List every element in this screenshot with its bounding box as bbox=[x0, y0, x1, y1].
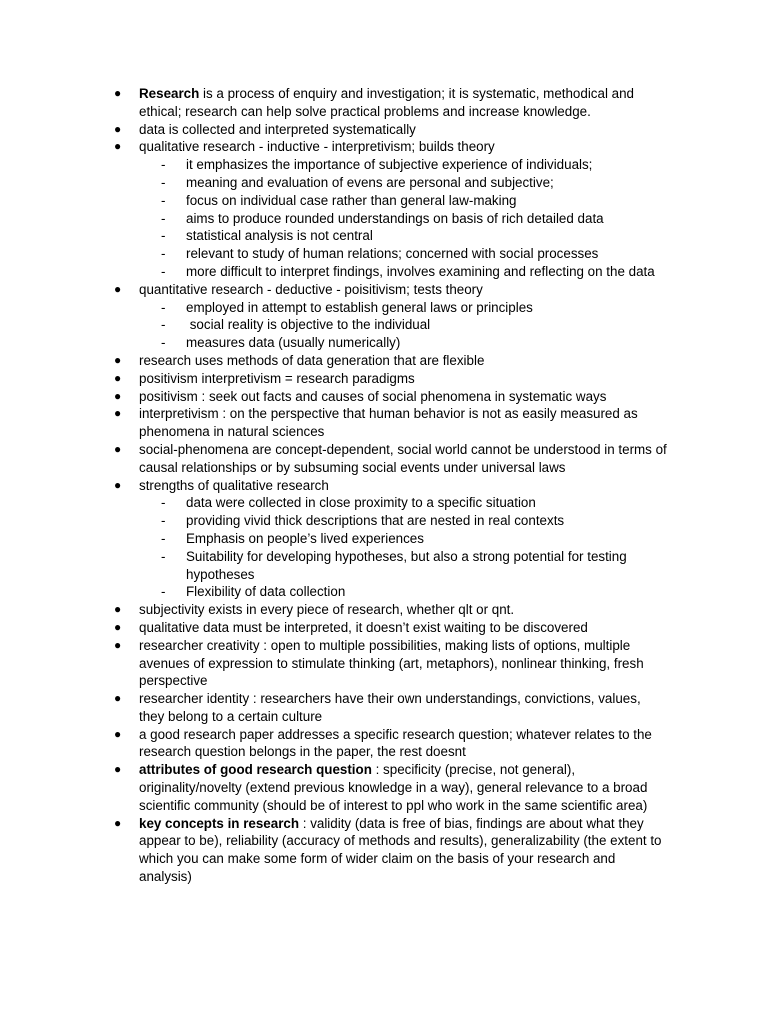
bullet-icon: ● bbox=[114, 281, 122, 296]
bullet-icon: ● bbox=[114, 121, 122, 136]
list-item bbox=[114, 690, 669, 726]
dash-icon: - bbox=[161, 335, 166, 351]
sub-item-text: data were collected in close proximity to a specific situation bbox=[186, 495, 536, 511]
dash-icon: - bbox=[161, 299, 166, 315]
dash-icon: - bbox=[161, 548, 166, 564]
sub-list-item bbox=[161, 192, 669, 210]
list-item bbox=[114, 352, 669, 370]
bullet-icon: ● bbox=[114, 726, 122, 741]
dash-icon: - bbox=[161, 513, 166, 529]
item-text: qualitative research - inductive - interpretivism; builds theory bbox=[139, 139, 495, 155]
bullet-icon: ● bbox=[114, 441, 122, 456]
dash-icon: - bbox=[161, 246, 166, 262]
bullet-icon: ● bbox=[114, 86, 122, 100]
sub-item-text: statistical analysis is not central bbox=[186, 228, 373, 244]
sub-item-text: focus on individual case rather than general law-making bbox=[186, 192, 517, 208]
sub-item-text: meaning and evaluation of evens are personal and subjective; bbox=[186, 174, 554, 190]
sub-item-text: Flexibility of data collection bbox=[186, 584, 346, 600]
item-text: researcher creativity : open to multiple possibilities, making lists of options, multiple avenues of expression to stimulate thinking (art, metaphors), nonlinear thinking, fresh perspective bbox=[139, 637, 648, 689]
sub-list-item bbox=[161, 174, 669, 192]
item-bold-term: Research bbox=[139, 86, 200, 101]
item-bold-term: attributes of good research question bbox=[139, 762, 372, 778]
dash-icon: - bbox=[161, 317, 166, 333]
dash-icon: - bbox=[161, 174, 166, 190]
sub-item-text: aims to produce rounded understandings on basis of rich detailed data bbox=[186, 210, 604, 226]
item-text: quantitative research - deductive - poisitivism; tests theory bbox=[139, 281, 483, 297]
sub-list bbox=[139, 299, 669, 352]
item-text: positivism interpretivism = research paradigms bbox=[139, 370, 415, 386]
sub-list-item bbox=[161, 227, 669, 245]
list-item bbox=[114, 138, 669, 280]
sub-list-item bbox=[161, 494, 669, 512]
sub-item-text: social reality is objective to the individual bbox=[186, 317, 431, 333]
sub-list-item bbox=[161, 512, 669, 530]
dash-icon: - bbox=[161, 157, 166, 173]
dash-icon: - bbox=[161, 210, 166, 226]
item-text: interpretivism : on the perspective that human behavior is not as easily measured as phenomena in natural sciences bbox=[139, 406, 642, 440]
document-page bbox=[0, 85, 768, 886]
sub-list-item bbox=[161, 210, 669, 228]
sub-item-text: providing vivid thick descriptions that are nested in real contexts bbox=[186, 513, 565, 529]
bullet-icon: ● bbox=[114, 388, 122, 403]
sub-list bbox=[139, 494, 669, 601]
list-item bbox=[114, 388, 669, 406]
list-item bbox=[114, 281, 669, 352]
bullet-icon: ● bbox=[114, 815, 122, 830]
item-text: researcher identity : researchers have their own understandings, convictions, values, they belong to a certain culture bbox=[139, 691, 645, 724]
list-item bbox=[114, 601, 669, 619]
sub-item-text: more difficult to interpret findings, involves examining and reflecting on the data bbox=[186, 263, 655, 279]
sub-list-item bbox=[161, 530, 669, 548]
sub-list-item bbox=[161, 583, 669, 601]
item-text: subjectivity exists in every piece of research, whether qlt or qnt. bbox=[139, 602, 515, 618]
item-text: positivism : seek out facts and causes of social phenomena in systematic ways bbox=[139, 388, 607, 404]
list-item bbox=[114, 726, 669, 762]
item-text: social-phenomena are concept-dependent, social world cannot be understood in terms of causal relationships or by subsuming social events under universal laws bbox=[139, 441, 671, 475]
bullet-icon: ● bbox=[114, 477, 122, 492]
dash-icon: - bbox=[161, 228, 166, 244]
bullet-icon: ● bbox=[114, 762, 122, 777]
sub-list-item bbox=[161, 156, 669, 174]
item-text: is a process of enquiry and investigation; it is systematic, methodical and ethical; research can help solve practical problems and increase knowledge. bbox=[139, 86, 638, 119]
sub-list-item bbox=[161, 334, 669, 352]
bullet-icon: ● bbox=[114, 602, 122, 617]
sub-list-item bbox=[161, 299, 669, 317]
list-item bbox=[114, 477, 669, 602]
dash-icon: - bbox=[161, 192, 166, 208]
sub-list bbox=[139, 156, 669, 281]
item-text: : specificity (precise, not general), originality/novelty (extend previous knowledge in a way), general relevance to a broad scientific community (should be of interest to ppl who work in the same scientific area) bbox=[139, 762, 652, 813]
dash-icon: - bbox=[161, 263, 166, 279]
item-text: data is collected and interpreted systematically bbox=[139, 121, 416, 137]
bullet-icon: ● bbox=[114, 352, 122, 367]
sub-list-item bbox=[161, 263, 669, 281]
notes-list bbox=[0, 85, 669, 886]
list-item bbox=[114, 121, 669, 139]
sub-item-text: Suitability for developing hypotheses, but also a strong potential for testing hypotheses bbox=[186, 548, 631, 582]
bullet-icon: ● bbox=[114, 637, 122, 652]
bullet-icon: ● bbox=[114, 691, 122, 706]
sub-list-item bbox=[161, 316, 669, 334]
item-text: research uses methods of data generation that are flexible bbox=[139, 352, 485, 368]
list-item bbox=[114, 637, 669, 690]
item-text: a good research paper addresses a specific research question; whatever relates to the research question belongs in the paper, the rest doesnt bbox=[139, 726, 656, 760]
bullet-icon: ● bbox=[114, 139, 122, 154]
list-item bbox=[114, 441, 671, 477]
item-bold-term: key concepts in research bbox=[139, 815, 300, 831]
sub-list-item bbox=[161, 245, 669, 263]
dash-icon: - bbox=[161, 495, 166, 511]
item-text: : validity (data is free of bias, findings are about what they appear to be), reliability (accuracy of methods and results), generalizability (the extent to which you can make some form of wider claim on the basis of your research and analysis) bbox=[139, 815, 666, 885]
sub-item-text: measures data (usually numerically) bbox=[186, 335, 401, 351]
sub-item-text: relevant to study of human relations; concerned with social processes bbox=[186, 246, 599, 262]
bullet-icon: ● bbox=[114, 370, 122, 385]
sub-list-item bbox=[161, 548, 669, 584]
bullet-icon: ● bbox=[114, 619, 122, 634]
dash-icon: - bbox=[161, 584, 166, 600]
list-item bbox=[114, 85, 669, 121]
item-text: qualitative data must be interpreted, it doesn’t exist waiting to be discovered bbox=[139, 619, 588, 635]
sub-item-text: it emphasizes the importance of subjective experience of individuals; bbox=[186, 157, 593, 173]
list-item bbox=[114, 619, 669, 637]
list-item bbox=[114, 370, 669, 388]
bullet-icon: ● bbox=[114, 406, 122, 421]
item-text: strengths of qualitative research bbox=[139, 477, 329, 493]
list-item bbox=[114, 815, 669, 886]
list-item bbox=[114, 405, 669, 441]
dash-icon: - bbox=[161, 530, 166, 546]
list-item bbox=[114, 761, 669, 814]
sub-item-text: employed in attempt to establish general laws or principles bbox=[186, 299, 533, 315]
sub-item-text: Emphasis on people’s lived experiences bbox=[186, 530, 424, 546]
